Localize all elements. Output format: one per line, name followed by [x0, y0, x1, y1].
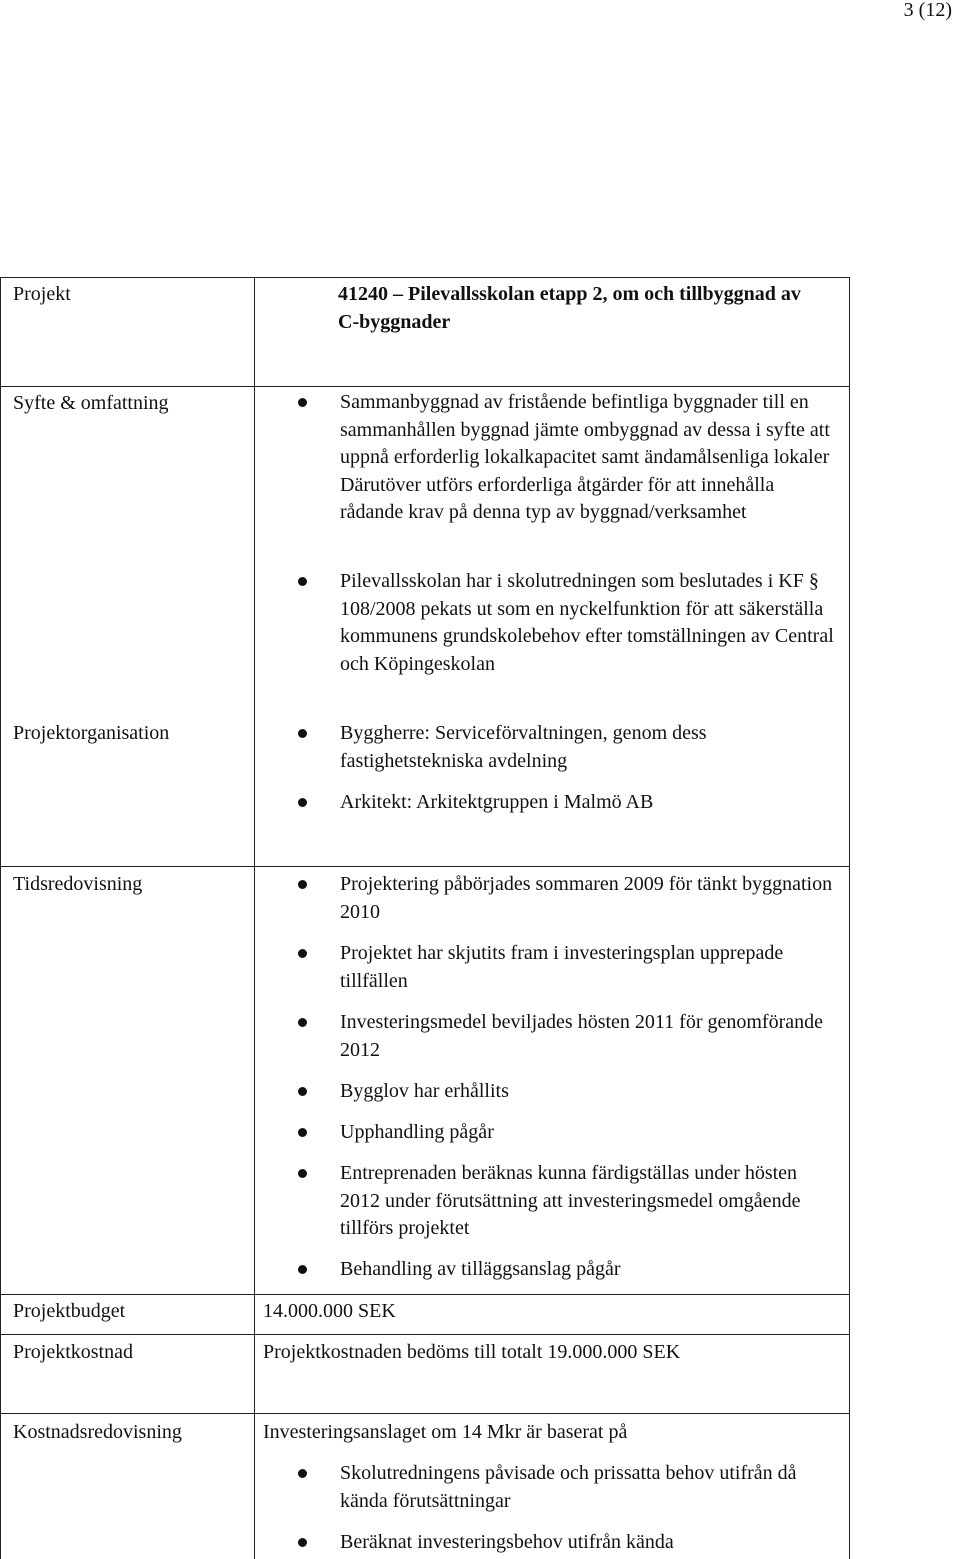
tid-bullet: Investeringsmedel beviljades hösten 2011 för genomförande 2012 — [340, 1011, 824, 1061]
tid-bullet: Projektet har skjutits fram i investeringsplan upprepade tillfällen — [340, 942, 784, 992]
table-border-left — [0, 277, 1, 1559]
syfte-bullet: Sammanbyggnad av fristående befintliga byggnader till en sammanhållen byggnad jämte ombyggnad av dessa i syfte att uppnå erforderlig lokalkapacitet samt ändamålsenliga lokaler Därutöver utförs erforderliga åtgärder för att innehålla rådande krav på denna typ av byggnad/verksamhet — [340, 391, 830, 523]
budget-value: 14.000.000 SEK — [263, 1300, 396, 1322]
bullet-dot — [298, 880, 307, 889]
tid-bullet: Projektering påbörjades sommaren 2009 för tänkt byggnation 2010 — [340, 873, 833, 923]
syfte-label: Syfte & omfattning — [13, 392, 169, 414]
bullet-dot — [298, 398, 307, 407]
table-border-top — [0, 277, 850, 278]
tid-bullet: Behandling av tilläggsanslag pågår — [340, 1258, 621, 1280]
tid-bullet: Upphandling pågår — [340, 1121, 494, 1143]
bullet-dot — [298, 1265, 307, 1274]
bullet-dot — [298, 1087, 307, 1096]
syfte-bullet: Pilevallsskolan har i skolutredningen som beslutades i KF § 108/2008 pekats ut som en nyckelfunktion för att säkerställa kommunens grundskolebehov efter tomställningen av Central och Köpingeskolan — [340, 570, 834, 675]
kostnad-label: Projektkostnad — [13, 1341, 133, 1363]
tid-bullet: Entreprenaden beräknas kunna färdigställas under hösten 2012 under förutsättning att investeringsmedel omgående tillförs projektet — [340, 1162, 801, 1239]
bullet-dot — [298, 798, 307, 807]
bullet-dot — [298, 1169, 307, 1178]
bullet-dot — [298, 729, 307, 738]
budget-label: Projektbudget — [13, 1300, 126, 1322]
bullet-dot — [298, 949, 307, 958]
bullet-dot — [298, 1018, 307, 1027]
organisation-bullet: Arkitekt: Arkitektgruppen i Malmö AB — [340, 791, 654, 813]
bullet-dot — [298, 1469, 307, 1478]
row-divider-tid — [0, 866, 850, 867]
table-column-divider — [254, 277, 255, 1559]
table-border-right — [849, 277, 850, 1559]
organisation-label: Projektorganisation — [13, 722, 170, 744]
tid-label: Tidsredovisning — [13, 873, 143, 895]
kostnadsredovisning-bullet: Beräknat investeringsbehov utifrån kända — [340, 1531, 674, 1553]
kostnad-value: Projektkostnaden bedöms till totalt 19.000.000 SEK — [263, 1341, 681, 1363]
row-divider-kostnad — [0, 1334, 850, 1335]
bullet-dot — [298, 1128, 307, 1137]
kostnadsredovisning-intro: Investeringsanslaget om 14 Mkr är baserat på — [263, 1421, 628, 1443]
project-title: 41240 – Pilevallsskolan etapp 2, om och tillbyggnad av C-byggnader — [338, 283, 801, 333]
row-divider-kostnadsredovisning — [0, 1413, 850, 1414]
kostnadsredovisning-bullet: Skolutredningens påvisade och prissatta behov utifrån då kända förutsättningar — [340, 1462, 797, 1512]
tid-bullet: Bygglov har erhållits — [340, 1080, 509, 1102]
organisation-bullet: Byggherre: Serviceförvaltningen, genom dess fastighetstekniska avdelning — [340, 722, 707, 772]
kostnadsredovisning-label: Kostnadsredovisning — [13, 1421, 182, 1443]
row-divider-project — [0, 386, 850, 387]
page-number: 3 (12) — [903, 0, 952, 21]
bullet-dot — [298, 577, 307, 586]
row-divider-budget — [0, 1294, 850, 1295]
bullet-dot — [298, 1538, 307, 1547]
project-label: Projekt — [13, 283, 71, 305]
